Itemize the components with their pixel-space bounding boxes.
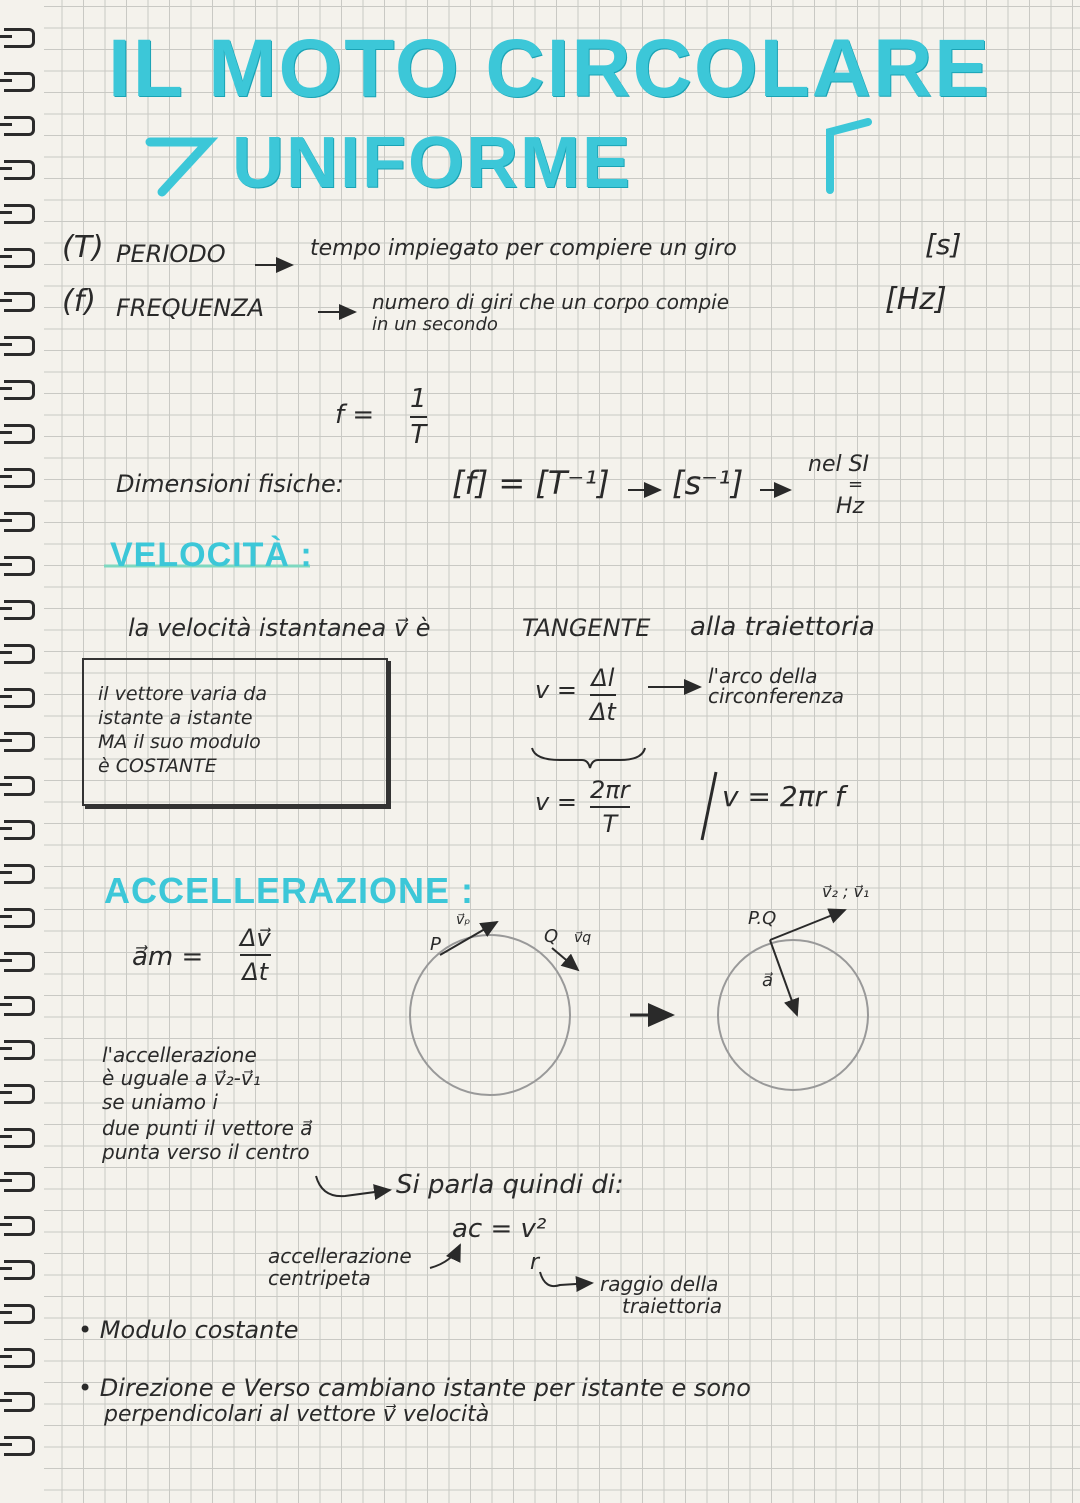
accel-note-2: è uguale a v⃗₂-v⃗₁ xyxy=(102,1066,261,1090)
v-formula-num: Δl xyxy=(591,664,615,692)
periodo-unit: [s] xyxy=(925,228,962,261)
formula-f-fraction xyxy=(410,384,427,450)
bullet-1-text: Modulo costante xyxy=(99,1316,299,1344)
velocita-tangent-post: alla traiettoria xyxy=(690,612,875,642)
dimensions-expr: [f] = [T⁻¹] xyxy=(452,464,610,502)
dimensions-eq: = xyxy=(848,474,864,495)
raggio-2: traiettoria xyxy=(622,1294,723,1318)
formula-f-lhs: f = xyxy=(335,400,375,430)
v-formula-fraction xyxy=(590,664,616,726)
box-line-3: MA il suo modulo xyxy=(98,731,261,753)
circle2-a: a⃗ xyxy=(762,970,774,991)
circle-2 xyxy=(718,940,868,1090)
bullet-1: • Modulo costante xyxy=(78,1316,299,1344)
vector-a xyxy=(770,940,797,1015)
accel-note-1: l'accellerazione xyxy=(102,1043,257,1067)
bullet-2-text: Direzione e Verso cambiano istante per istante e sono xyxy=(99,1374,751,1402)
frequenza-desc-2: in un secondo xyxy=(372,314,498,335)
v2-formula-lhs: v = xyxy=(535,788,577,816)
v-formula-lhs: v = xyxy=(535,676,577,704)
title-arrow-left xyxy=(150,142,208,192)
formula-f-num: 1 xyxy=(410,384,427,414)
frequenza-symbol: (f) xyxy=(62,284,96,319)
accel-note-3: se uniamo i xyxy=(102,1090,218,1114)
centripeta-1: accellerazione xyxy=(268,1244,412,1268)
circle1-p: P xyxy=(430,934,441,955)
box-line-2: istante a istante xyxy=(98,707,253,729)
frequenza-unit: [Hz] xyxy=(885,282,947,317)
velocita-tangent-pre: la velocità istantanea v⃗ è xyxy=(128,614,431,642)
frequenza-name: FREQUENZA xyxy=(116,294,265,322)
v3-formula: v = 2πr f xyxy=(722,780,845,813)
circle1-vq: v⃗q xyxy=(574,930,592,946)
dimensions-label: Dimensioni fisiche: xyxy=(116,470,344,498)
ac-formula: ac = v² xyxy=(452,1214,547,1244)
ac-den: r xyxy=(530,1250,540,1275)
v2-formula-den: T xyxy=(602,810,618,838)
am-fraction xyxy=(240,924,271,986)
dimensions-note2: Hz xyxy=(836,494,865,519)
velocity-note-box xyxy=(82,658,388,806)
raggio-1: raggio della xyxy=(600,1272,719,1296)
circle1-q: Q xyxy=(544,926,559,947)
arrow-centripeta xyxy=(430,1245,460,1268)
periodo-desc: tempo impiegato per compiere un giro xyxy=(310,236,737,261)
v-formula-den: Δt xyxy=(590,698,616,726)
velocita-heading: VELOCITÀ : xyxy=(110,536,313,574)
frequenza-desc-1: numero di giri che un corpo compie xyxy=(372,290,730,314)
circle1-vp: v⃗ₚ xyxy=(456,912,471,928)
arc-note-1: l'arco della xyxy=(708,664,818,688)
title-line2: UNIFORME xyxy=(232,123,632,203)
vector-v2-v1 xyxy=(770,910,845,940)
circle2-v: v⃗₂ ; v⃗₁ xyxy=(822,882,870,901)
bullet-2-cont: perpendicolari al vettore v⃗ velocità xyxy=(104,1402,490,1427)
v2-formula-num: 2πr xyxy=(590,776,630,804)
accel-note-5: punta verso il centro xyxy=(102,1140,310,1164)
box-line-1: il vettore varia da xyxy=(98,683,267,705)
am-den: Δt xyxy=(242,958,269,986)
circle-1 xyxy=(410,935,570,1095)
accel-note-4: due punti il vettore a⃗ xyxy=(102,1116,313,1140)
arrow-conclusion xyxy=(316,1176,390,1196)
slash xyxy=(702,772,716,840)
arrow-raggio xyxy=(540,1272,592,1286)
accelerazione-heading: ACCELLERAZIONE : xyxy=(104,870,474,911)
formula-f-den: T xyxy=(410,420,427,450)
periodo-name: PERIODO xyxy=(116,240,226,268)
am-lhs: a⃗m = xyxy=(132,942,204,972)
bullet-2: • Direzione e Verso cambiano istante per istante e sono xyxy=(78,1374,751,1402)
title-arrow-right xyxy=(830,122,868,190)
title-line1: IL MOTO CIRCOLARE xyxy=(108,23,991,114)
box-line-4: è COSTANTE xyxy=(98,755,217,777)
periodo-symbol: (T) xyxy=(62,230,104,265)
dimensions-note1: nel SI xyxy=(808,452,870,477)
arc-note-2: circonferenza xyxy=(708,684,844,708)
dimensions-expr2: [s⁻¹] xyxy=(672,464,744,502)
centripeta-2: centripeta xyxy=(268,1266,371,1290)
vector-vq xyxy=(552,948,578,970)
am-num: Δv⃗ xyxy=(240,924,271,952)
v2-formula-fraction xyxy=(590,776,630,838)
conclusion: Si parla quindi di: xyxy=(396,1170,624,1200)
brace xyxy=(532,748,645,768)
velocita-tangent-word: TANGENTE xyxy=(522,614,651,642)
circle2-pq: P.Q xyxy=(748,908,777,929)
